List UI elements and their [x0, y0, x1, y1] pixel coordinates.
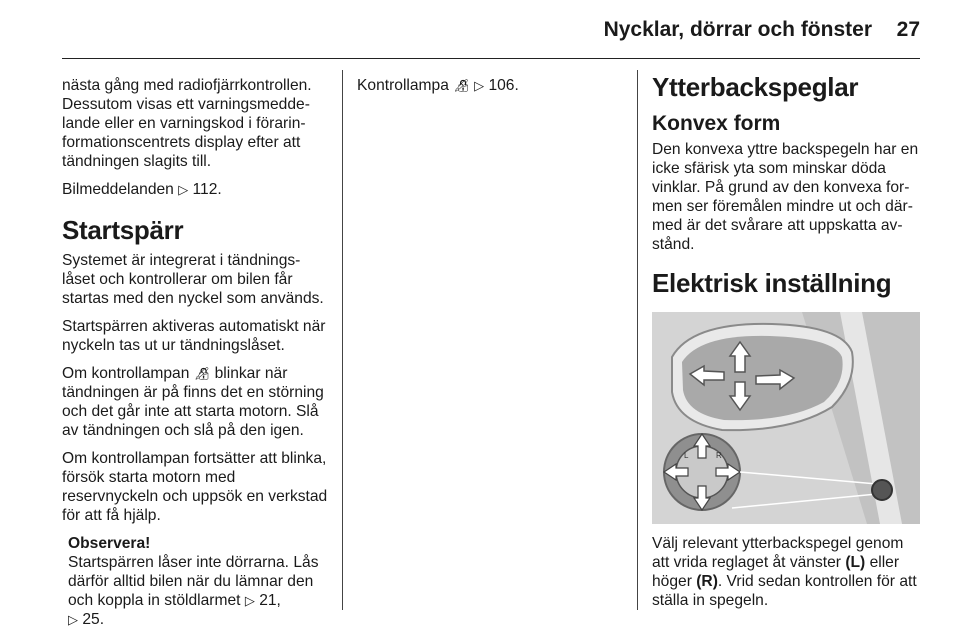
text: Kontrollampa	[357, 77, 449, 94]
text-bold: (R)	[696, 573, 718, 590]
text: eller höger	[652, 554, 900, 590]
note-text	[68, 553, 328, 629]
mirror-illustration-svg	[652, 312, 920, 524]
paragraph	[652, 534, 920, 610]
heading-ytterbackspeglar: Ytterbackspeglar	[652, 72, 859, 102]
header-rule	[62, 58, 920, 59]
paragraph: Systemet är integrerat i tändningslåset och kontrollerar om bilen får startas med den nyckel som används.	[62, 252, 324, 307]
figure-label-L: L	[684, 451, 689, 460]
ref-text: Bilmeddelanden	[62, 181, 174, 198]
text: Startspärren låser inte dörrarna. Lås därför alltid bilen när du lämnar den och koppla in stöldlarmet	[68, 554, 319, 609]
column-divider-2	[637, 70, 638, 610]
ref-page: 112.	[192, 181, 222, 198]
column-1	[62, 76, 328, 629]
text-bold: (L)	[845, 554, 866, 571]
note	[68, 534, 328, 629]
page-number: 27	[896, 18, 920, 41]
figure-label-R: R	[716, 451, 722, 460]
heading-startsparr: Startspärr	[62, 215, 184, 245]
heading-konvex-form: Konvex form	[652, 112, 781, 135]
column-2	[357, 76, 607, 104]
text: Om kontrollampan	[62, 365, 190, 382]
immobilizer-lamp-icon: 🔏︎	[193, 366, 211, 381]
paragraph: Den konvexa yttre backspegeln har en icke sfärisk yta som minskar döda vinklar. På grund av den konvexa formen ser föremålen mindre ut och därmed är det svårare att uppskatta avstånd.	[652, 141, 919, 253]
ref-arrow-icon: ▷	[68, 612, 78, 627]
paragraph: Om kontrollampan fortsätter att blinka, försök starta motorn med reservnyckeln och uppsök en verkstad för att få hjälp.	[62, 450, 328, 524]
paragraph	[62, 364, 328, 440]
header-title: Nycklar, dörrar och fönster	[603, 18, 872, 41]
mirror-adjustment-illustration	[652, 312, 920, 524]
ref-page: 21,	[259, 592, 281, 609]
column-divider-1	[342, 70, 343, 610]
ref-arrow-icon: ▷	[474, 78, 485, 93]
paragraph: nästa gång med radiofjärrkontrollen. Dessutom visas ett varningsmeddelande eller en varningskod i förarinformationscentrets display efter att tändningen slagits till.	[62, 77, 312, 170]
text: . Vrid sedan kontrollen för att ställa in spegeln.	[652, 573, 917, 609]
heading-elektrisk-installning: Elektrisk inställning	[652, 268, 892, 298]
ref-page: 25.	[82, 611, 105, 628]
paragraph	[357, 76, 607, 95]
column-3	[652, 72, 920, 619]
paragraph-ref	[62, 180, 328, 199]
ref-arrow-icon: ▷	[178, 182, 189, 197]
text: blinkar när tändningen är på finns det en störning och det går inte att starta motorn. Slå av tändningen och slå på den igen.	[62, 365, 324, 439]
note-title: Observera!	[68, 535, 151, 552]
paragraph: Startspärren aktiveras automatiskt när nyckeln tas ut ur tändningslåset.	[62, 318, 326, 354]
ref-page: 106.	[488, 77, 519, 94]
immobilizer-lamp-icon: 🔏︎	[453, 78, 470, 93]
ref-arrow-icon: ▷	[244, 593, 255, 608]
text: Välj relevant ytterbackspegel genom att vrida reglaget åt vänster	[652, 535, 904, 571]
